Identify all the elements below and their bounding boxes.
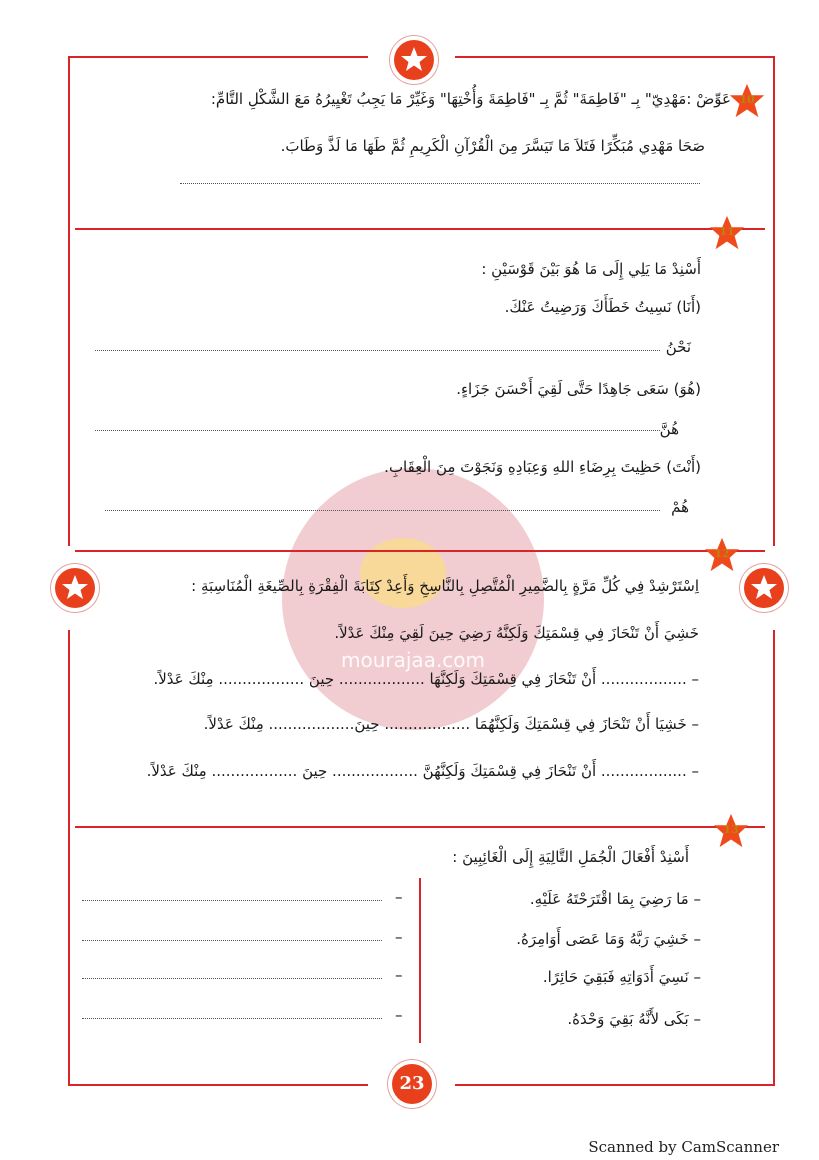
exercise-number: 13 xyxy=(723,823,739,836)
ex11-sentence-1: (أَنَا) نَسِيتُ خَطَأَكَ وَرَضِيتُ عَنْكَ. xyxy=(504,298,701,316)
ex12-row-1[interactable]: – .................. أَنْ تَنْحَازَ فِي قِسْمَتِكَ وَلَكِنَّهَا .................. حِينَ .................. مِنْكَ عَدْلاً. xyxy=(153,670,699,688)
ex11-answer-line-3[interactable] xyxy=(105,510,660,511)
page-number: 23 xyxy=(399,1073,425,1094)
exercise-11-badge xyxy=(708,214,746,252)
ex13-item-2: – خَشِيَ رَبَّهُ وَمَا عَصَى أَوَامِرَهُ. xyxy=(516,930,701,948)
frame-left-bottom xyxy=(68,630,70,1086)
book-icon xyxy=(360,538,446,608)
ex13-answer-line-4[interactable] xyxy=(82,1018,382,1019)
exercise-number: 10 xyxy=(739,93,755,106)
section-divider xyxy=(75,550,765,552)
answer-dash: – xyxy=(395,966,403,984)
ex13-answer-line-3[interactable] xyxy=(82,978,382,979)
ex12-example: خَشِيَ أَنْ تَنْحَازَ فِي قِسْمَتِكَ وَلَكِنَّهُ رَضِيَ حِينَ لَقِيَ مِنْكَ عَدْلاً. xyxy=(334,624,699,642)
frame-top-right xyxy=(455,56,775,58)
exercise-12-badge xyxy=(703,536,741,574)
ex11-pronoun-2: هُنَّ xyxy=(659,420,679,438)
ex10-sentence: صَحَا مَهْدِي مُبَكِّرًا فَتَلاَ مَا تَيَسَّرَ مِنَ الْقُرْآنِ الْكَرِيمِ ثُمَّ طَهَا مَا لَذَّ وَطَابَ. xyxy=(280,137,705,155)
ex11-instruction: أَسْنِدْ مَا يَلِي إِلَى مَا هُوَ بَيْنَ قَوْسَيْنِ : xyxy=(481,260,701,278)
star-ornament-left xyxy=(55,568,95,608)
section-divider xyxy=(75,228,765,230)
ex11-sentence-2: (هُوَ) سَعَى جَاهِدًا حَتَّى لَقِيَ أَحْسَنَ جَزَاءٍ. xyxy=(456,380,701,398)
ex13-item-1: – مَا رَضِيَ بِمَا اقْتَرَحْتَهُ عَلَيْهِ. xyxy=(529,890,701,908)
frame-bottom-right xyxy=(455,1084,775,1086)
ex10-answer-line[interactable] xyxy=(180,183,700,184)
page-number-badge xyxy=(392,1064,432,1104)
ex13-instruction: أَسْنِدْ أَفْعَالَ الْجُمَلِ التَّالِيَةِ إِلَى الْغَائِبِينَ : xyxy=(452,848,689,866)
ex11-sentence-3: (أَنْتَ) حَظِيتَ بِرِضَاءِ اللهِ وَعِبَادِهِ وَنَجَوْتَ مِنَ الْعِقَابِ. xyxy=(384,458,701,476)
exercise-number: 12 xyxy=(714,547,730,560)
scanner-footer: Scanned by CamScanner xyxy=(588,1138,779,1156)
ex13-item-4: – بَكَى لأَنَّهُ بَقِيَ وَحْدَهُ. xyxy=(567,1010,701,1028)
ex12-row-2[interactable]: – خَشِيَا أَنْ تَنْحَازَ فِي قِسْمَتِكَ وَلَكِنَّهُمَا .................. حِينَ.................. مِنْكَ عَدْلاً. xyxy=(203,715,699,733)
ex13-item-3: – نَسِيَ أَدَوَاتِهِ فَبَقِيَ حَائِرًا. xyxy=(542,968,701,986)
star-ornament-right xyxy=(744,568,784,608)
ex11-answer-line-1[interactable] xyxy=(95,350,660,351)
ex11-pronoun-1: نَحْنُ xyxy=(665,338,691,356)
ex13-answer-line-1[interactable] xyxy=(82,900,382,901)
exercise-13-badge xyxy=(712,812,750,850)
section-divider xyxy=(75,826,765,828)
ex13-answer-line-2[interactable] xyxy=(82,940,382,941)
ex12-instruction: اِسْتَرْشِدْ فِي كُلِّ مَرَّةٍ بِالضَّمِيرِ الْمُتَّصِلِ بِالنَّاسِخِ وَأَعِدْ كِتَابَةَ الْفِقْرَةِ بِالصِّيغَةِ الْمُنَاسِبَةِ : xyxy=(191,577,699,595)
ex12-row-3[interactable]: – .................. أَنْ تَنْحَازَ فِي قِسْمَتِكَ وَلَكِنَّهُنَّ .................. حِينَ .................. مِنْكَ عَدْلاً. xyxy=(146,762,699,780)
exercise-number: 11 xyxy=(719,225,735,238)
answer-dash: – xyxy=(395,888,403,906)
ex10-instruction: عَوِّضْ :مَهْدِيّ" بِـ "فَاطِمَةَ" ثُمَّ بِـ "فَاطِمَةَ وَأُخْتِهَا" وَغَيِّرْ مَا يَجِبُ تَغْيِيرُهُ مَعَ الشَّكْلِ التَّامِّ: xyxy=(210,90,731,108)
star-ornament-top xyxy=(394,40,434,80)
frame-top-left xyxy=(68,56,368,58)
frame-bottom-left xyxy=(68,1084,368,1086)
ex11-answer-line-2[interactable] xyxy=(95,430,660,431)
ex11-pronoun-3: هُمْ xyxy=(671,498,689,516)
watermark-text: mourajaa.com xyxy=(340,648,485,672)
answer-dash: – xyxy=(395,928,403,946)
frame-right-top xyxy=(773,56,775,546)
column-divider xyxy=(419,878,421,1043)
frame-left-top xyxy=(68,56,70,546)
frame-right-bottom xyxy=(773,630,775,1086)
answer-dash: – xyxy=(395,1006,403,1024)
exercise-10-badge xyxy=(728,82,766,120)
